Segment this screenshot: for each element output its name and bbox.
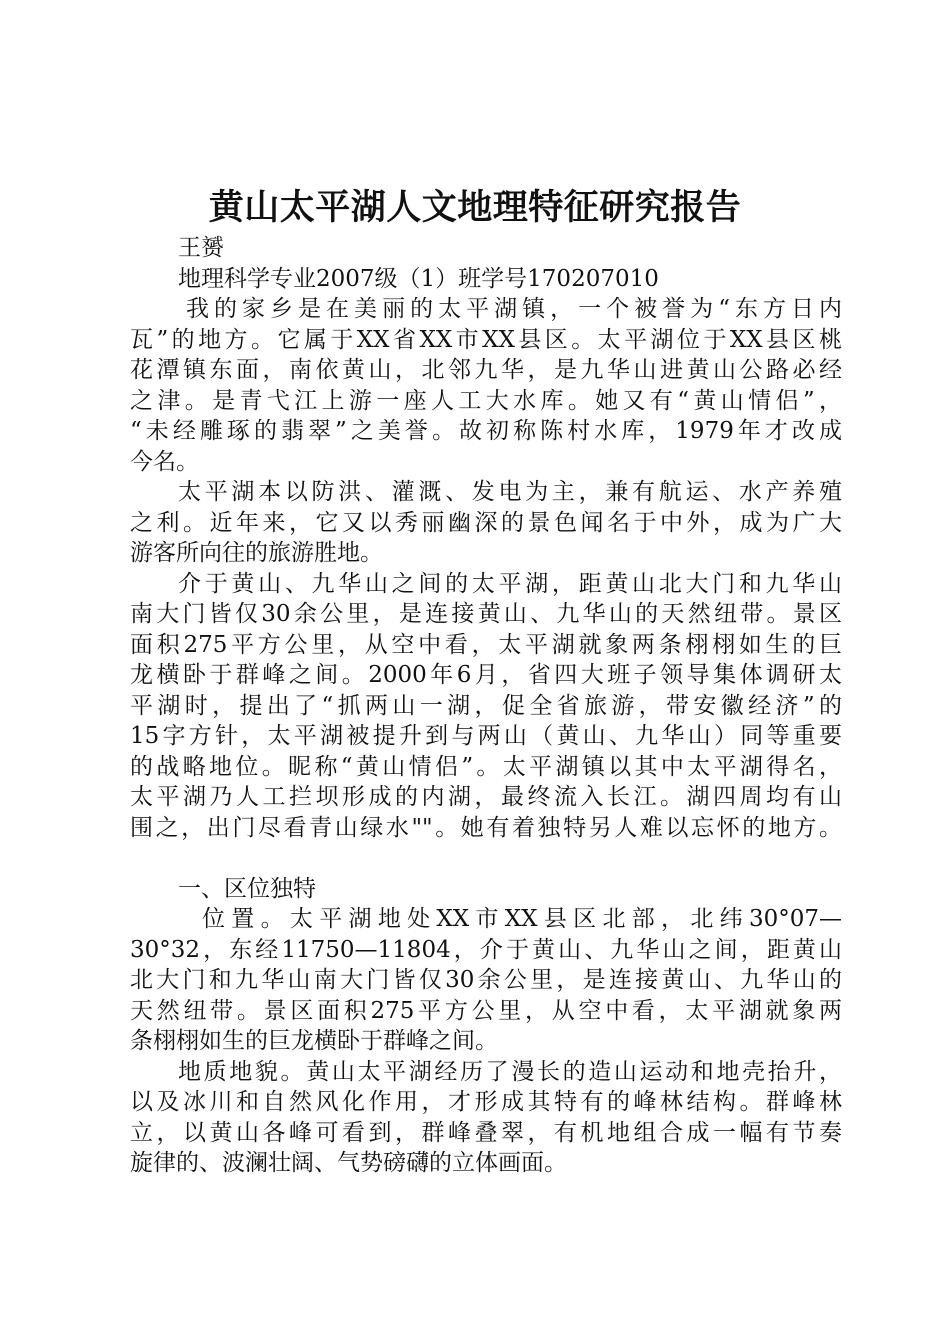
paragraph-line: 地质地貌。黄山太平湖经历了漫长的造山运动和地壳抬升， bbox=[178, 1058, 842, 1085]
paragraph-line: 游客所向往的旅游胜地。 bbox=[130, 540, 383, 566]
paragraph-line: 我的家乡是在美丽的太平湖镇，一个被誉为“东方日内 bbox=[186, 296, 842, 322]
paragraph bbox=[130, 477, 842, 569]
paragraph-line: 30°32，东经11750—11804，介于黄山、九华山之间，距黄山 bbox=[130, 936, 842, 963]
paragraph-line: 立，以黄山各峰可看到，群峰叠翠，有机地组合成一幅有节奏 bbox=[130, 1119, 842, 1146]
paragraph-line: 位置。太平湖地处XX市XX县区北部，北纬30°07— bbox=[202, 906, 842, 932]
blank-line bbox=[130, 843, 842, 874]
paragraph-line: 瓦”的地方。它属于XX省XX市XX县区。太平湖位于XX县区桃 bbox=[130, 326, 842, 353]
paragraph-line: 的战略地位。昵称“黄山情侣”。太平湖镇以其中太平湖得名， bbox=[130, 753, 842, 780]
paragraph-line: 太平湖本以防洪、灌溉、发电为主，兼有航运、水产养殖 bbox=[178, 479, 842, 505]
paragraph-line: 条栩栩如生的巨龙横卧于群峰之间。 bbox=[130, 1028, 498, 1054]
paragraph-line: 15字方针，太平湖被提升到与两山（黄山、九华山）同等重要 bbox=[130, 723, 842, 749]
paragraph bbox=[130, 294, 842, 477]
paragraph-line: 平湖时，提出了“抓两山一湖，促全省旅游，带安徽经济”的 bbox=[130, 692, 842, 719]
paragraph-line: 太平湖乃人工拦坝形成的内湖，最终流入长江。湖四周均有山 bbox=[130, 784, 842, 810]
document-body bbox=[130, 233, 842, 1179]
paragraph-line: 以及冰川和自然风化作用，才形成其特有的峰林结构。群峰林 bbox=[130, 1089, 842, 1115]
paragraph-line: 花潭镇东面，南依黄山，北邻九华，是九华山进黄山公路必经 bbox=[130, 357, 842, 383]
author-line: 王赟 bbox=[178, 235, 224, 261]
paragraph-line: 面积275平方公里，从空中看，太平湖就象两条栩栩如生的巨 bbox=[130, 631, 842, 658]
section-heading: 一、区位独特 bbox=[178, 875, 316, 902]
paragraph-line: 北大门和九华山南大门皆仅30余公里，是连接黄山、九华山的 bbox=[130, 967, 842, 993]
paragraph bbox=[130, 904, 842, 1057]
paragraph-line: 旋律的、波澜壮阔、气势磅礴的立体画面。 bbox=[130, 1150, 567, 1176]
paragraph-line: 龙横卧于群峰之间。2000年6月，省四大班子领导集体调研太 bbox=[130, 662, 842, 688]
paragraph-line: 今名。 bbox=[130, 448, 199, 475]
paragraph-line: 介于黄山、九华山之间的太平湖，距黄山北大门和九华山 bbox=[178, 570, 842, 597]
paragraph-line: 南大门皆仅30余公里，是连接黄山、九华山的天然纽带。景区 bbox=[130, 601, 842, 627]
paragraph-line: 之津。是青弋江上游一座人工大水库。她又有“黄山情侣”， bbox=[130, 387, 842, 414]
paragraph bbox=[130, 1057, 842, 1179]
affiliation-line: 地理科学专业2007级（1）班学号170207010 bbox=[178, 265, 659, 292]
paragraph-line: “未经雕琢的翡翠”之美誉。故初称陈村水库，1979年才改成 bbox=[130, 418, 842, 444]
paragraph-line: 之利。近年来，它又以秀丽幽深的景色闻名于中外，成为广大 bbox=[130, 509, 842, 536]
document-title: 黄山太平湖人文地理特征研究报告 bbox=[208, 187, 742, 228]
paragraph bbox=[130, 569, 842, 844]
paragraph-line: 围之，出门尽看青山绿水""。她有着独特另人难以忘怀的地方。 bbox=[130, 814, 842, 841]
paragraph-line: 天然纽带。景区面积275平方公里，从空中看，太平湖就象两 bbox=[130, 997, 842, 1024]
